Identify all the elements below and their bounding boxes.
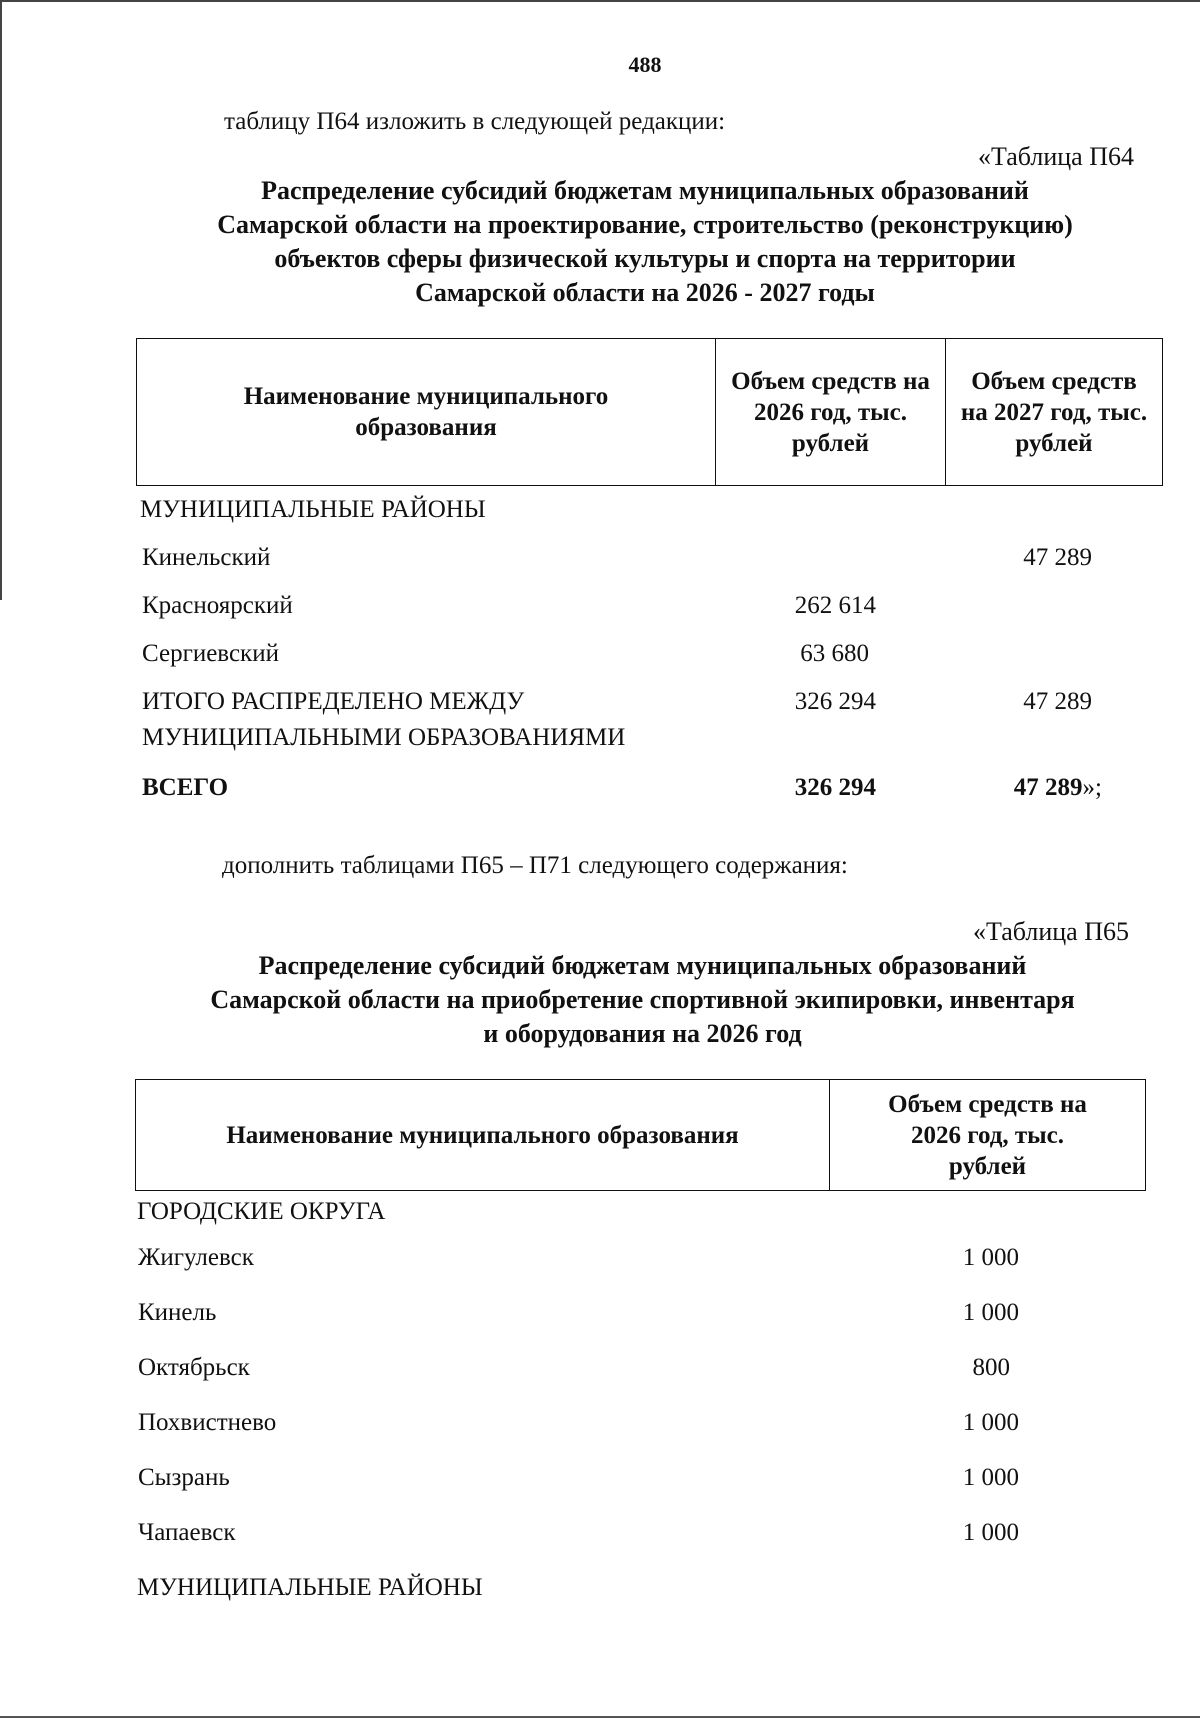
section-heading: ГОРОДСКИЕ ОКРУГА xyxy=(137,1198,386,1225)
table-row-value-2026: 1 000 xyxy=(962,1409,1019,1436)
table-p64-title xyxy=(0,174,1200,310)
table-p64-title-line: Распределение субсидий бюджетам муниципальных образований xyxy=(261,176,1029,205)
table-p64-title-line: Самарской области на 2026 - 2027 годы xyxy=(415,278,875,307)
table-row-value-2026: 63 680 xyxy=(800,640,869,667)
table-row-name: Чапаевск xyxy=(138,1519,236,1546)
column-header-2027: Объем средств на 2027 год, тыс. рублей xyxy=(945,339,1162,485)
quote-close: »; xyxy=(1082,774,1102,801)
table-p65-title-line: Самарской области на приобретение спортивной экипировки, инвентаря xyxy=(210,985,1075,1014)
intro-text-1: таблицу П64 изложить в следующей редакции: xyxy=(224,108,726,135)
subtotal-label-line: ИТОГО РАСПРЕДЕЛЕНО МЕЖДУ xyxy=(142,688,525,715)
table-row-value-2026: 800 xyxy=(972,1354,1010,1381)
total-value-2027-number: 47 289 xyxy=(1013,774,1083,801)
table-row-name: Кинельский xyxy=(142,544,271,571)
table-row-name: Кинель xyxy=(138,1299,217,1326)
table-row-value-2027: 47 289 xyxy=(1023,544,1092,571)
scan-edge-top xyxy=(0,0,1200,2)
section-heading: МУНИЦИПАЛЬНЫЕ РАЙОНЫ xyxy=(140,496,486,523)
table-row-value-2026: 1 000 xyxy=(962,1519,1019,1546)
table-row-name: Сызрань xyxy=(138,1464,230,1491)
subtotal-label-line: МУНИЦИПАЛЬНЫМИ ОБРАЗОВАНИЯМИ xyxy=(142,724,626,751)
table-p65-title-line: Распределение субсидий бюджетам муниципальных образований xyxy=(258,951,1027,980)
table-row-value-2026: 1 000 xyxy=(962,1244,1019,1271)
subtotal-label xyxy=(142,684,625,756)
table-p65-title xyxy=(0,949,1200,1051)
table-p65-header xyxy=(135,1079,1146,1191)
column-header-name: Наименование муниципального образования xyxy=(243,383,609,441)
table-row-name: Красноярский xyxy=(142,592,293,619)
table-row-name: Сергиевский xyxy=(142,640,279,667)
subtotal-value-2027: 47 289 xyxy=(1023,688,1092,715)
page-number: 488 xyxy=(628,52,662,77)
column-header-2026: Объем средств на 2026 год, тыс. рублей xyxy=(829,1080,1145,1190)
section-heading: МУНИЦИПАЛЬНЫЕ РАЙОНЫ xyxy=(137,1574,483,1601)
total-label: ВСЕГО xyxy=(142,774,229,801)
table-p64-title-line: объектов сферы физической культуры и спорта на территории xyxy=(274,244,1016,273)
table-row-name: Жигулевск xyxy=(138,1244,254,1271)
column-header-name: Наименование муниципального образования xyxy=(226,1121,739,1149)
table-p65-title-line: и оборудования на 2026 год xyxy=(483,1019,802,1048)
table-row-value-2026: 1 000 xyxy=(962,1464,1019,1491)
table-row-value-2026: 262 614 xyxy=(794,592,876,619)
table-row-name: Похвистнево xyxy=(138,1409,277,1436)
scan-edge-bottom xyxy=(0,1716,1200,1718)
intro-text-2: дополнить таблицами П65 – П71 следующего содержания: xyxy=(222,852,848,879)
table-row-name: Октябрьск xyxy=(138,1354,250,1381)
table-p64-label: «Таблица П64 xyxy=(978,142,1134,171)
column-header-2026: Объем средств на 2026 год, тыс. рублей xyxy=(715,339,945,485)
table-p64-header xyxy=(136,338,1163,486)
total-value-2026: 326 294 xyxy=(794,774,876,801)
table-p65-label: «Таблица П65 xyxy=(973,917,1129,946)
table-row-value-2026: 1 000 xyxy=(962,1299,1019,1326)
total-value-2027 xyxy=(1014,770,1102,806)
subtotal-value-2026: 326 294 xyxy=(794,688,876,715)
table-p64-title-line: Самарской области на проектирование, строительство (реконструкцию) xyxy=(217,210,1073,239)
